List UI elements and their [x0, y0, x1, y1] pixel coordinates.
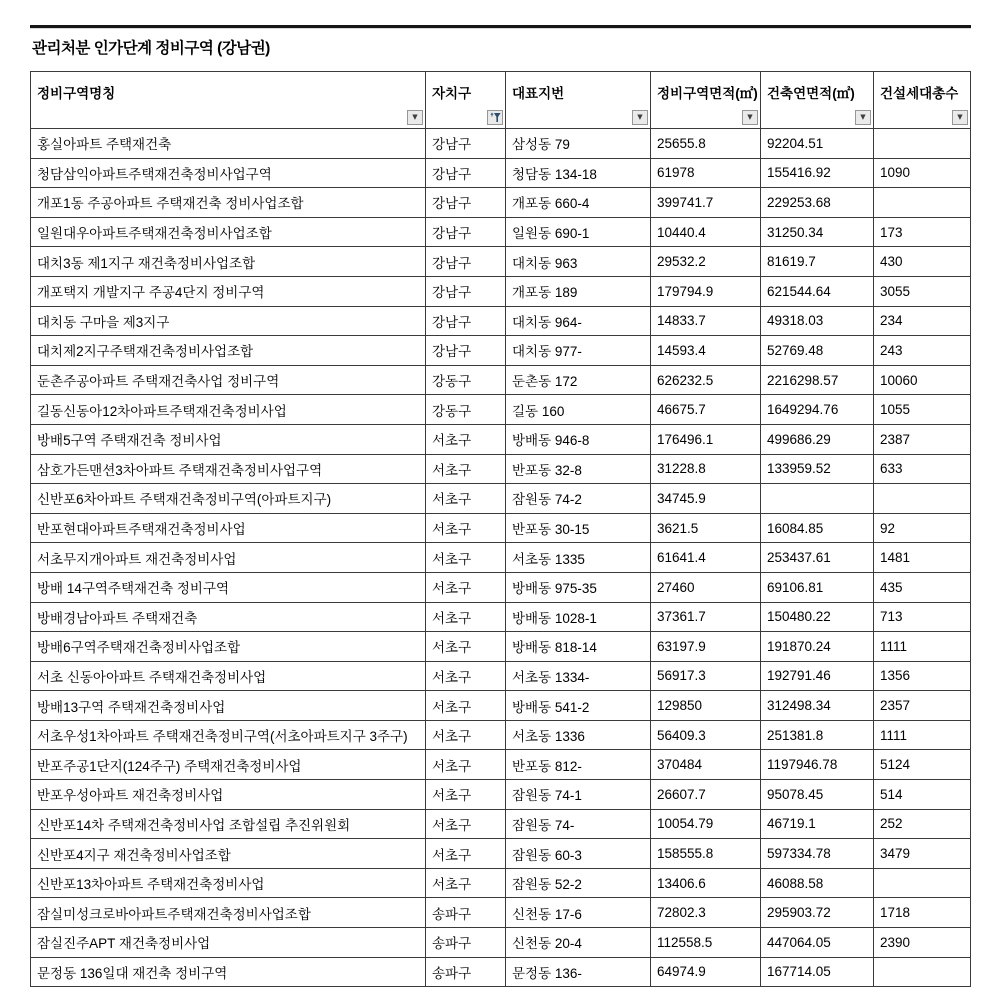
table-row	[31, 217, 971, 247]
cell-zone-area[interactable]: 10440.4	[651, 217, 761, 247]
cell-zone-name[interactable]: 홍실아파트 주택재건축	[31, 129, 426, 159]
cell-floor-area[interactable]: 46719.1	[761, 809, 874, 839]
cell-lot-number[interactable]: 방배동 541-2	[506, 691, 651, 721]
cell-zone-area[interactable]: 399741.7	[651, 188, 761, 218]
cell-zone-area[interactable]: 626232.5	[651, 365, 761, 395]
cell-zone-name[interactable]: 신반포13차아파트 주택재건축정비사업	[31, 868, 426, 898]
cell-household-count[interactable]: 243	[874, 336, 971, 366]
cell-floor-area[interactable]: 133959.52	[761, 454, 874, 484]
cell-zone-name[interactable]: 대치동 구마을 제3지구	[31, 306, 426, 336]
cell-zone-area[interactable]: 14833.7	[651, 306, 761, 336]
cell-district[interactable]: 강남구	[426, 158, 506, 188]
cell-lot-number[interactable]: 청담동 134-18	[506, 158, 651, 188]
title-rule	[30, 25, 971, 29]
cell-household-count[interactable]: 435	[874, 572, 971, 602]
table-row	[31, 632, 971, 662]
table-row	[31, 306, 971, 336]
cell-zone-area[interactable]: 27460	[651, 572, 761, 602]
cell-zone-name[interactable]: 신반포14차 주택재건축정비사업 조합설립 추진위원회	[31, 809, 426, 839]
cell-zone-area[interactable]: 14593.4	[651, 336, 761, 366]
cell-lot-number[interactable]: 잠원동 74-2	[506, 484, 651, 514]
cell-floor-area[interactable]: 499686.29	[761, 424, 874, 454]
cell-household-count[interactable]: 10060	[874, 365, 971, 395]
cell-floor-area[interactable]: 16084.85	[761, 513, 874, 543]
cell-district[interactable]: 송파구	[426, 898, 506, 928]
cell-lot-number[interactable]: 개포동 189	[506, 276, 651, 306]
table-row	[31, 188, 971, 218]
table-row	[31, 720, 971, 750]
cell-district[interactable]: 송파구	[426, 928, 506, 958]
table-row	[31, 750, 971, 780]
cell-zone-name[interactable]: 대치3동 제1지구 재건축정비사업조합	[31, 247, 426, 277]
cell-household-count[interactable]: 234	[874, 306, 971, 336]
cell-floor-area[interactable]: 447064.05	[761, 928, 874, 958]
cell-district[interactable]: 서초구	[426, 750, 506, 780]
cell-district[interactable]: 송파구	[426, 957, 506, 987]
cell-zone-area[interactable]: 112558.5	[651, 928, 761, 958]
cell-district[interactable]: 서초구	[426, 720, 506, 750]
table-row	[31, 424, 971, 454]
cell-lot-number[interactable]: 신천동 17-6	[506, 898, 651, 928]
cell-lot-number[interactable]: 반포동 812-	[506, 750, 651, 780]
cell-lot-number[interactable]: 대치동 964-	[506, 306, 651, 336]
cell-district[interactable]: 서초구	[426, 454, 506, 484]
cell-district[interactable]: 서초구	[426, 661, 506, 691]
column-label: 건설세대총수	[880, 86, 959, 101]
column-label: 대표지번	[512, 86, 565, 101]
table-row	[31, 395, 971, 425]
cell-zone-area[interactable]: 61641.4	[651, 543, 761, 573]
cell-household-count[interactable]: 1356	[874, 661, 971, 691]
cell-zone-area[interactable]: 370484	[651, 750, 761, 780]
table-row	[31, 661, 971, 691]
cell-lot-number[interactable]: 방배동 1028-1	[506, 602, 651, 632]
cell-household-count[interactable]: 1111	[874, 720, 971, 750]
cell-zone-name[interactable]: 방배13구역 주택재건축정비사업	[31, 691, 426, 721]
cell-household-count[interactable]	[874, 188, 971, 218]
data-table	[30, 71, 971, 987]
filter-funnel-button[interactable]	[487, 110, 503, 125]
cell-zone-area[interactable]: 158555.8	[651, 839, 761, 869]
table-row	[31, 513, 971, 543]
cell-zone-name[interactable]: 둔촌주공아파트 주택재건축사업 정비구역	[31, 365, 426, 395]
cell-zone-area[interactable]: 72802.3	[651, 898, 761, 928]
header-row	[31, 72, 971, 129]
cell-lot-number[interactable]: 방배동 975-35	[506, 572, 651, 602]
dropdown-arrow-icon: ▼	[747, 113, 753, 121]
cell-lot-number[interactable]: 삼성동 79	[506, 129, 651, 159]
cell-zone-area[interactable]: 31228.8	[651, 454, 761, 484]
cell-lot-number[interactable]: 반포동 32-8	[506, 454, 651, 484]
cell-lot-number[interactable]: 신천동 20-4	[506, 928, 651, 958]
cell-household-count[interactable]: 2357	[874, 691, 971, 721]
table-row	[31, 868, 971, 898]
table-row	[31, 572, 971, 602]
cell-floor-area[interactable]: 52769.48	[761, 336, 874, 366]
cell-zone-area[interactable]: 34745.9	[651, 484, 761, 514]
cell-zone-area[interactable]: 129850	[651, 691, 761, 721]
column-label: 자치구	[432, 86, 472, 101]
dropdown-arrow-icon: ▼	[957, 113, 963, 121]
cell-district[interactable]: 서초구	[426, 513, 506, 543]
cell-household-count[interactable]: 5124	[874, 750, 971, 780]
cell-household-count[interactable]	[874, 957, 971, 987]
cell-floor-area[interactable]: 167714.05	[761, 957, 874, 987]
table-row	[31, 454, 971, 484]
table-row	[31, 780, 971, 810]
cell-household-count[interactable]: 1090	[874, 158, 971, 188]
column-header-floor-area	[761, 72, 874, 129]
table-row	[31, 129, 971, 159]
cell-district[interactable]: 강남구	[426, 247, 506, 277]
column-header-zone-name	[31, 72, 426, 129]
cell-district[interactable]: 서초구	[426, 780, 506, 810]
cell-lot-number[interactable]: 잠원동 74-	[506, 809, 651, 839]
cell-district[interactable]: 서초구	[426, 632, 506, 662]
cell-household-count[interactable]: 430	[874, 247, 971, 277]
cell-zone-area[interactable]: 56409.3	[651, 720, 761, 750]
cell-zone-area[interactable]: 37361.7	[651, 602, 761, 632]
cell-zone-name[interactable]: 방배5구역 주택재건축 정비사업	[31, 424, 426, 454]
cell-zone-area[interactable]: 3621.5	[651, 513, 761, 543]
column-label: 정비구역면적(㎡)	[657, 86, 758, 101]
cell-household-count[interactable]: 1718	[874, 898, 971, 928]
cell-floor-area[interactable]: 1649294.76	[761, 395, 874, 425]
cell-district[interactable]: 강남구	[426, 188, 506, 218]
column-label: 건축연면적(㎡)	[767, 86, 855, 101]
table-row	[31, 276, 971, 306]
cell-zone-area[interactable]: 13406.6	[651, 868, 761, 898]
cell-household-count[interactable]	[874, 868, 971, 898]
table-row	[31, 602, 971, 632]
table-row	[31, 809, 971, 839]
cell-zone-name[interactable]: 서초무지개아파트 재건축정비사업	[31, 543, 426, 573]
cell-zone-name[interactable]: 개포택지 개발지구 주공4단지 정비구역	[31, 276, 426, 306]
cell-floor-area[interactable]: 192791.46	[761, 661, 874, 691]
cell-floor-area[interactable]: 251381.8	[761, 720, 874, 750]
cell-zone-name[interactable]: 반포우성아파트 재건축정비사업	[31, 780, 426, 810]
column-header-household-count	[874, 72, 971, 129]
cell-floor-area[interactable]: 597334.78	[761, 839, 874, 869]
cell-zone-name[interactable]: 문정동 136일대 재건축 정비구역	[31, 957, 426, 987]
cell-district[interactable]: 서초구	[426, 691, 506, 721]
cell-household-count[interactable]: 1481	[874, 543, 971, 573]
cell-district[interactable]: 강남구	[426, 217, 506, 247]
table-body	[31, 129, 971, 987]
cell-zone-name[interactable]: 대치제2지구주택재건축정비사업조합	[31, 336, 426, 366]
filter-dropdown-button[interactable]	[855, 110, 871, 125]
cell-household-count[interactable]: 713	[874, 602, 971, 632]
cell-floor-area[interactable]: 49318.03	[761, 306, 874, 336]
table-row	[31, 158, 971, 188]
cell-lot-number[interactable]: 서초동 1334-	[506, 661, 651, 691]
cell-lot-number[interactable]: 서초동 1336	[506, 720, 651, 750]
table-row	[31, 928, 971, 958]
cell-zone-name[interactable]: 잠실미성크로바아파트주택재건축정비사업조합	[31, 898, 426, 928]
column-label: 정비구역명칭	[37, 86, 116, 101]
cell-household-count[interactable]: 633	[874, 454, 971, 484]
cell-zone-area[interactable]: 29532.2	[651, 247, 761, 277]
table-row	[31, 691, 971, 721]
cell-floor-area[interactable]: 621544.64	[761, 276, 874, 306]
cell-lot-number[interactable]: 개포동 660-4	[506, 188, 651, 218]
cell-zone-area[interactable]: 63197.9	[651, 632, 761, 662]
cell-lot-number[interactable]: 길동 160	[506, 395, 651, 425]
table-row	[31, 839, 971, 869]
cell-lot-number[interactable]: 대치동 963	[506, 247, 651, 277]
cell-zone-name[interactable]: 서초우성1차아파트 주택재건축정비구역(서초아파트지구 3주구)	[31, 720, 426, 750]
cell-zone-name[interactable]: 방배 14구역주택재건축 정비구역	[31, 572, 426, 602]
cell-floor-area[interactable]: 229253.68	[761, 188, 874, 218]
cell-zone-area[interactable]: 61978	[651, 158, 761, 188]
cell-household-count[interactable]: 1111	[874, 632, 971, 662]
cell-district[interactable]: 강남구	[426, 129, 506, 159]
dropdown-arrow-icon: ▼	[412, 113, 418, 121]
cell-zone-area[interactable]: 25655.8	[651, 129, 761, 159]
cell-district[interactable]: 서초구	[426, 543, 506, 573]
cell-zone-name[interactable]: 청담삼익아파트주택재건축정비사업구역	[31, 158, 426, 188]
cell-lot-number[interactable]: 반포동 30-15	[506, 513, 651, 543]
cell-district[interactable]: 서초구	[426, 484, 506, 514]
cell-zone-area[interactable]: 46675.7	[651, 395, 761, 425]
cell-floor-area[interactable]: 31250.34	[761, 217, 874, 247]
cell-floor-area[interactable]: 1197946.78	[761, 750, 874, 780]
column-header-lot-number	[506, 72, 651, 129]
column-header-district	[426, 72, 506, 129]
cell-lot-number[interactable]: 잠원동 60-3	[506, 839, 651, 869]
cell-floor-area[interactable]: 191870.24	[761, 632, 874, 662]
column-header-zone-area	[651, 72, 761, 129]
cell-district[interactable]: 서초구	[426, 839, 506, 869]
cell-district[interactable]: 서초구	[426, 602, 506, 632]
cell-lot-number[interactable]: 서초동 1335	[506, 543, 651, 573]
cell-lot-number[interactable]: 방배동 946-8	[506, 424, 651, 454]
cell-zone-area[interactable]: 64974.9	[651, 957, 761, 987]
cell-household-count[interactable]: 514	[874, 780, 971, 810]
dropdown-arrow-icon: ▼	[637, 113, 643, 121]
cell-floor-area[interactable]: 312498.34	[761, 691, 874, 721]
cell-zone-name[interactable]: 반포주공1단지(124주구) 주택재건축정비사업	[31, 750, 426, 780]
cell-floor-area[interactable]: 253437.61	[761, 543, 874, 573]
filter-dropdown-button[interactable]	[742, 110, 758, 125]
cell-lot-number[interactable]: 일원동 690-1	[506, 217, 651, 247]
cell-floor-area[interactable]: 69106.81	[761, 572, 874, 602]
cell-zone-area[interactable]: 10054.79	[651, 809, 761, 839]
cell-zone-name[interactable]: 잠실진주APT 재건축정비사업	[31, 928, 426, 958]
cell-district[interactable]: 서초구	[426, 809, 506, 839]
cell-floor-area[interactable]: 95078.45	[761, 780, 874, 810]
cell-district[interactable]: 서초구	[426, 868, 506, 898]
filter-dropdown-button[interactable]	[952, 110, 968, 125]
cell-zone-name[interactable]: 신반포4지구 재건축정비사업조합	[31, 839, 426, 869]
cell-household-count[interactable]: 2390	[874, 928, 971, 958]
cell-lot-number[interactable]: 잠원동 74-1	[506, 780, 651, 810]
cell-district[interactable]: 강남구	[426, 276, 506, 306]
cell-floor-area[interactable]	[761, 484, 874, 514]
cell-zone-name[interactable]: 일원대우아파트주택재건축정비사업조합	[31, 217, 426, 247]
funnel-sort-asc-icon	[490, 112, 501, 123]
cell-zone-name[interactable]: 방배경남아파트 주택재건축	[31, 602, 426, 632]
cell-district[interactable]: 강남구	[426, 336, 506, 366]
filter-dropdown-button[interactable]	[407, 110, 423, 125]
table-row	[31, 336, 971, 366]
cell-household-count[interactable]: 1055	[874, 395, 971, 425]
cell-zone-name[interactable]: 길동신동아12차아파트주택재건축정비사업	[31, 395, 426, 425]
cell-floor-area[interactable]: 81619.7	[761, 247, 874, 277]
cell-household-count[interactable]: 3055	[874, 276, 971, 306]
cell-zone-area[interactable]: 26607.7	[651, 780, 761, 810]
cell-zone-name[interactable]: 방배6구역주택재건축정비사업조합	[31, 632, 426, 662]
cell-lot-number[interactable]: 방배동 818-14	[506, 632, 651, 662]
table-row	[31, 543, 971, 573]
cell-floor-area[interactable]: 92204.51	[761, 129, 874, 159]
cell-household-count[interactable]: 3479	[874, 839, 971, 869]
cell-zone-name[interactable]: 서초 신동아아파트 주택재건축정비사업	[31, 661, 426, 691]
cell-lot-number[interactable]: 문정동 136-	[506, 957, 651, 987]
cell-household-count[interactable]: 2387	[874, 424, 971, 454]
cell-household-count[interactable]	[874, 129, 971, 159]
cell-district[interactable]: 서초구	[426, 424, 506, 454]
cell-district[interactable]: 강동구	[426, 395, 506, 425]
cell-household-count[interactable]: 92	[874, 513, 971, 543]
cell-floor-area[interactable]: 2216298.57	[761, 365, 874, 395]
cell-zone-name[interactable]: 반포현대아파트주택재건축정비사업	[31, 513, 426, 543]
table-row	[31, 247, 971, 277]
page-title: 관리처분 인가단계 정비구역 (강남권)	[32, 40, 270, 57]
cell-district[interactable]: 강남구	[426, 306, 506, 336]
cell-floor-area[interactable]: 46088.58	[761, 868, 874, 898]
cell-zone-area[interactable]: 179794.9	[651, 276, 761, 306]
cell-lot-number[interactable]: 잠원동 52-2	[506, 868, 651, 898]
cell-zone-name[interactable]: 개포1동 주공아파트 주택재건축 정비사업조합	[31, 188, 426, 218]
dropdown-arrow-icon: ▼	[860, 113, 866, 121]
table-row	[31, 898, 971, 928]
cell-zone-area[interactable]: 176496.1	[651, 424, 761, 454]
cell-household-count[interactable]	[874, 484, 971, 514]
cell-household-count[interactable]: 252	[874, 809, 971, 839]
table-row	[31, 365, 971, 395]
table-row	[31, 484, 971, 514]
cell-zone-name[interactable]: 삼호가든맨션3차아파트 주택재건축정비사업구역	[31, 454, 426, 484]
cell-lot-number[interactable]: 둔촌동 172	[506, 365, 651, 395]
table-row	[31, 957, 971, 987]
cell-district[interactable]: 강동구	[426, 365, 506, 395]
cell-zone-area[interactable]: 56917.3	[651, 661, 761, 691]
cell-zone-name[interactable]: 신반포6차아파트 주택재건축정비구역(아파트지구)	[31, 484, 426, 514]
cell-household-count[interactable]: 173	[874, 217, 971, 247]
cell-floor-area[interactable]: 150480.22	[761, 602, 874, 632]
cell-lot-number[interactable]: 대치동 977-	[506, 336, 651, 366]
cell-floor-area[interactable]: 155416.92	[761, 158, 874, 188]
filter-dropdown-button[interactable]	[632, 110, 648, 125]
cell-district[interactable]: 서초구	[426, 572, 506, 602]
cell-floor-area[interactable]: 295903.72	[761, 898, 874, 928]
